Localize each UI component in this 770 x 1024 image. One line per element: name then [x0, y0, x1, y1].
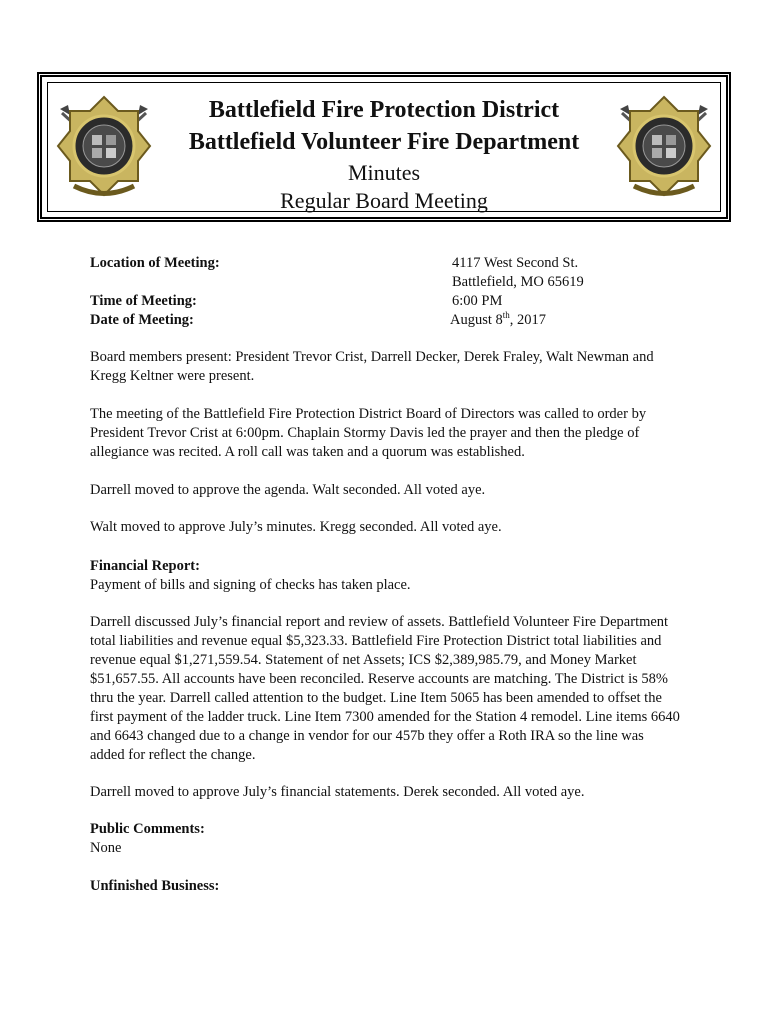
- location-label: Location of Meeting:: [90, 255, 220, 271]
- document-type: Minutes: [347, 160, 421, 185]
- date-value: [450, 311, 546, 330]
- location-line1: 4117 West Second St.: [452, 255, 579, 271]
- date-day: August 8: [450, 312, 503, 328]
- public-comments-heading: Public Comments:: [90, 821, 205, 837]
- time-value: 6:00 PM: [452, 293, 503, 309]
- date-year: , 2017: [509, 312, 547, 328]
- location-line2: Battlefield, MO 65619: [452, 274, 584, 290]
- minutes-motion: Walt moved to approve July’s minutes. Kregg seconded. All voted aye.: [90, 519, 502, 535]
- date-suffix: th: [502, 310, 510, 321]
- financial-discussion-paragraph: Darrell discussed July’s financial report and review of assets. Battlefield Volunteer Fire Department total liabilities and revenue equal $5,323.33. Battlefield Fire Protection District total liabilities and revenue equal $1,271,559.54. Statement of net Assets; ICS $2,389,985.79, and Money Market $51,657.55. All accounts have been reconciled. Reserve accounts are matching. The District is 58% thru the year. Darrell called attention to the budget. Line Item 5065 has been amended to offset the first payment of the ladder truck. Line Item 7300 amended for the Station 4 remodel. Line items 6640 and 6643 changed due to a change in vendor for our 457b they offer a Roth IRA so the line was added for reflect the change.: [90, 614, 680, 763]
- district-title: Battlefield Fire Protection District: [208, 97, 560, 123]
- financial-report-heading: Financial Report:: [90, 558, 200, 574]
- bills-paragraph: Payment of bills and signing of checks has taken place.: [90, 577, 411, 593]
- department-title: Battlefield Volunteer Fire Department: [188, 129, 580, 155]
- attendance-paragraph: Board members present: President Trevor Crist, Darrell Decker, Derek Fraley, Walt Newman and Kregg Keltner were present.: [90, 349, 654, 384]
- time-label: Time of Meeting:: [90, 293, 197, 309]
- financial-motion: Darrell moved to approve July’s financial statements. Derek seconded. All voted aye.: [90, 784, 585, 800]
- agenda-motion: Darrell moved to approve the agenda. Walt seconded. All voted aye.: [90, 482, 486, 498]
- public-comments-value: None: [90, 840, 122, 856]
- meeting-type: Regular Board Meeting: [280, 188, 488, 213]
- letterhead-box: [40, 75, 728, 219]
- date-label: Date of Meeting:: [90, 312, 194, 328]
- unfinished-business-heading: Unfinished Business:: [90, 878, 220, 894]
- call-to-order-paragraph: The meeting of the Battlefield Fire Protection District Board of Directors was called to order by President Trevor Crist at 6:00pm. Chaplain Stormy Davis led the prayer and then the pledge of allegiance was recited. A roll call was taken and a quorum was established.: [90, 406, 647, 460]
